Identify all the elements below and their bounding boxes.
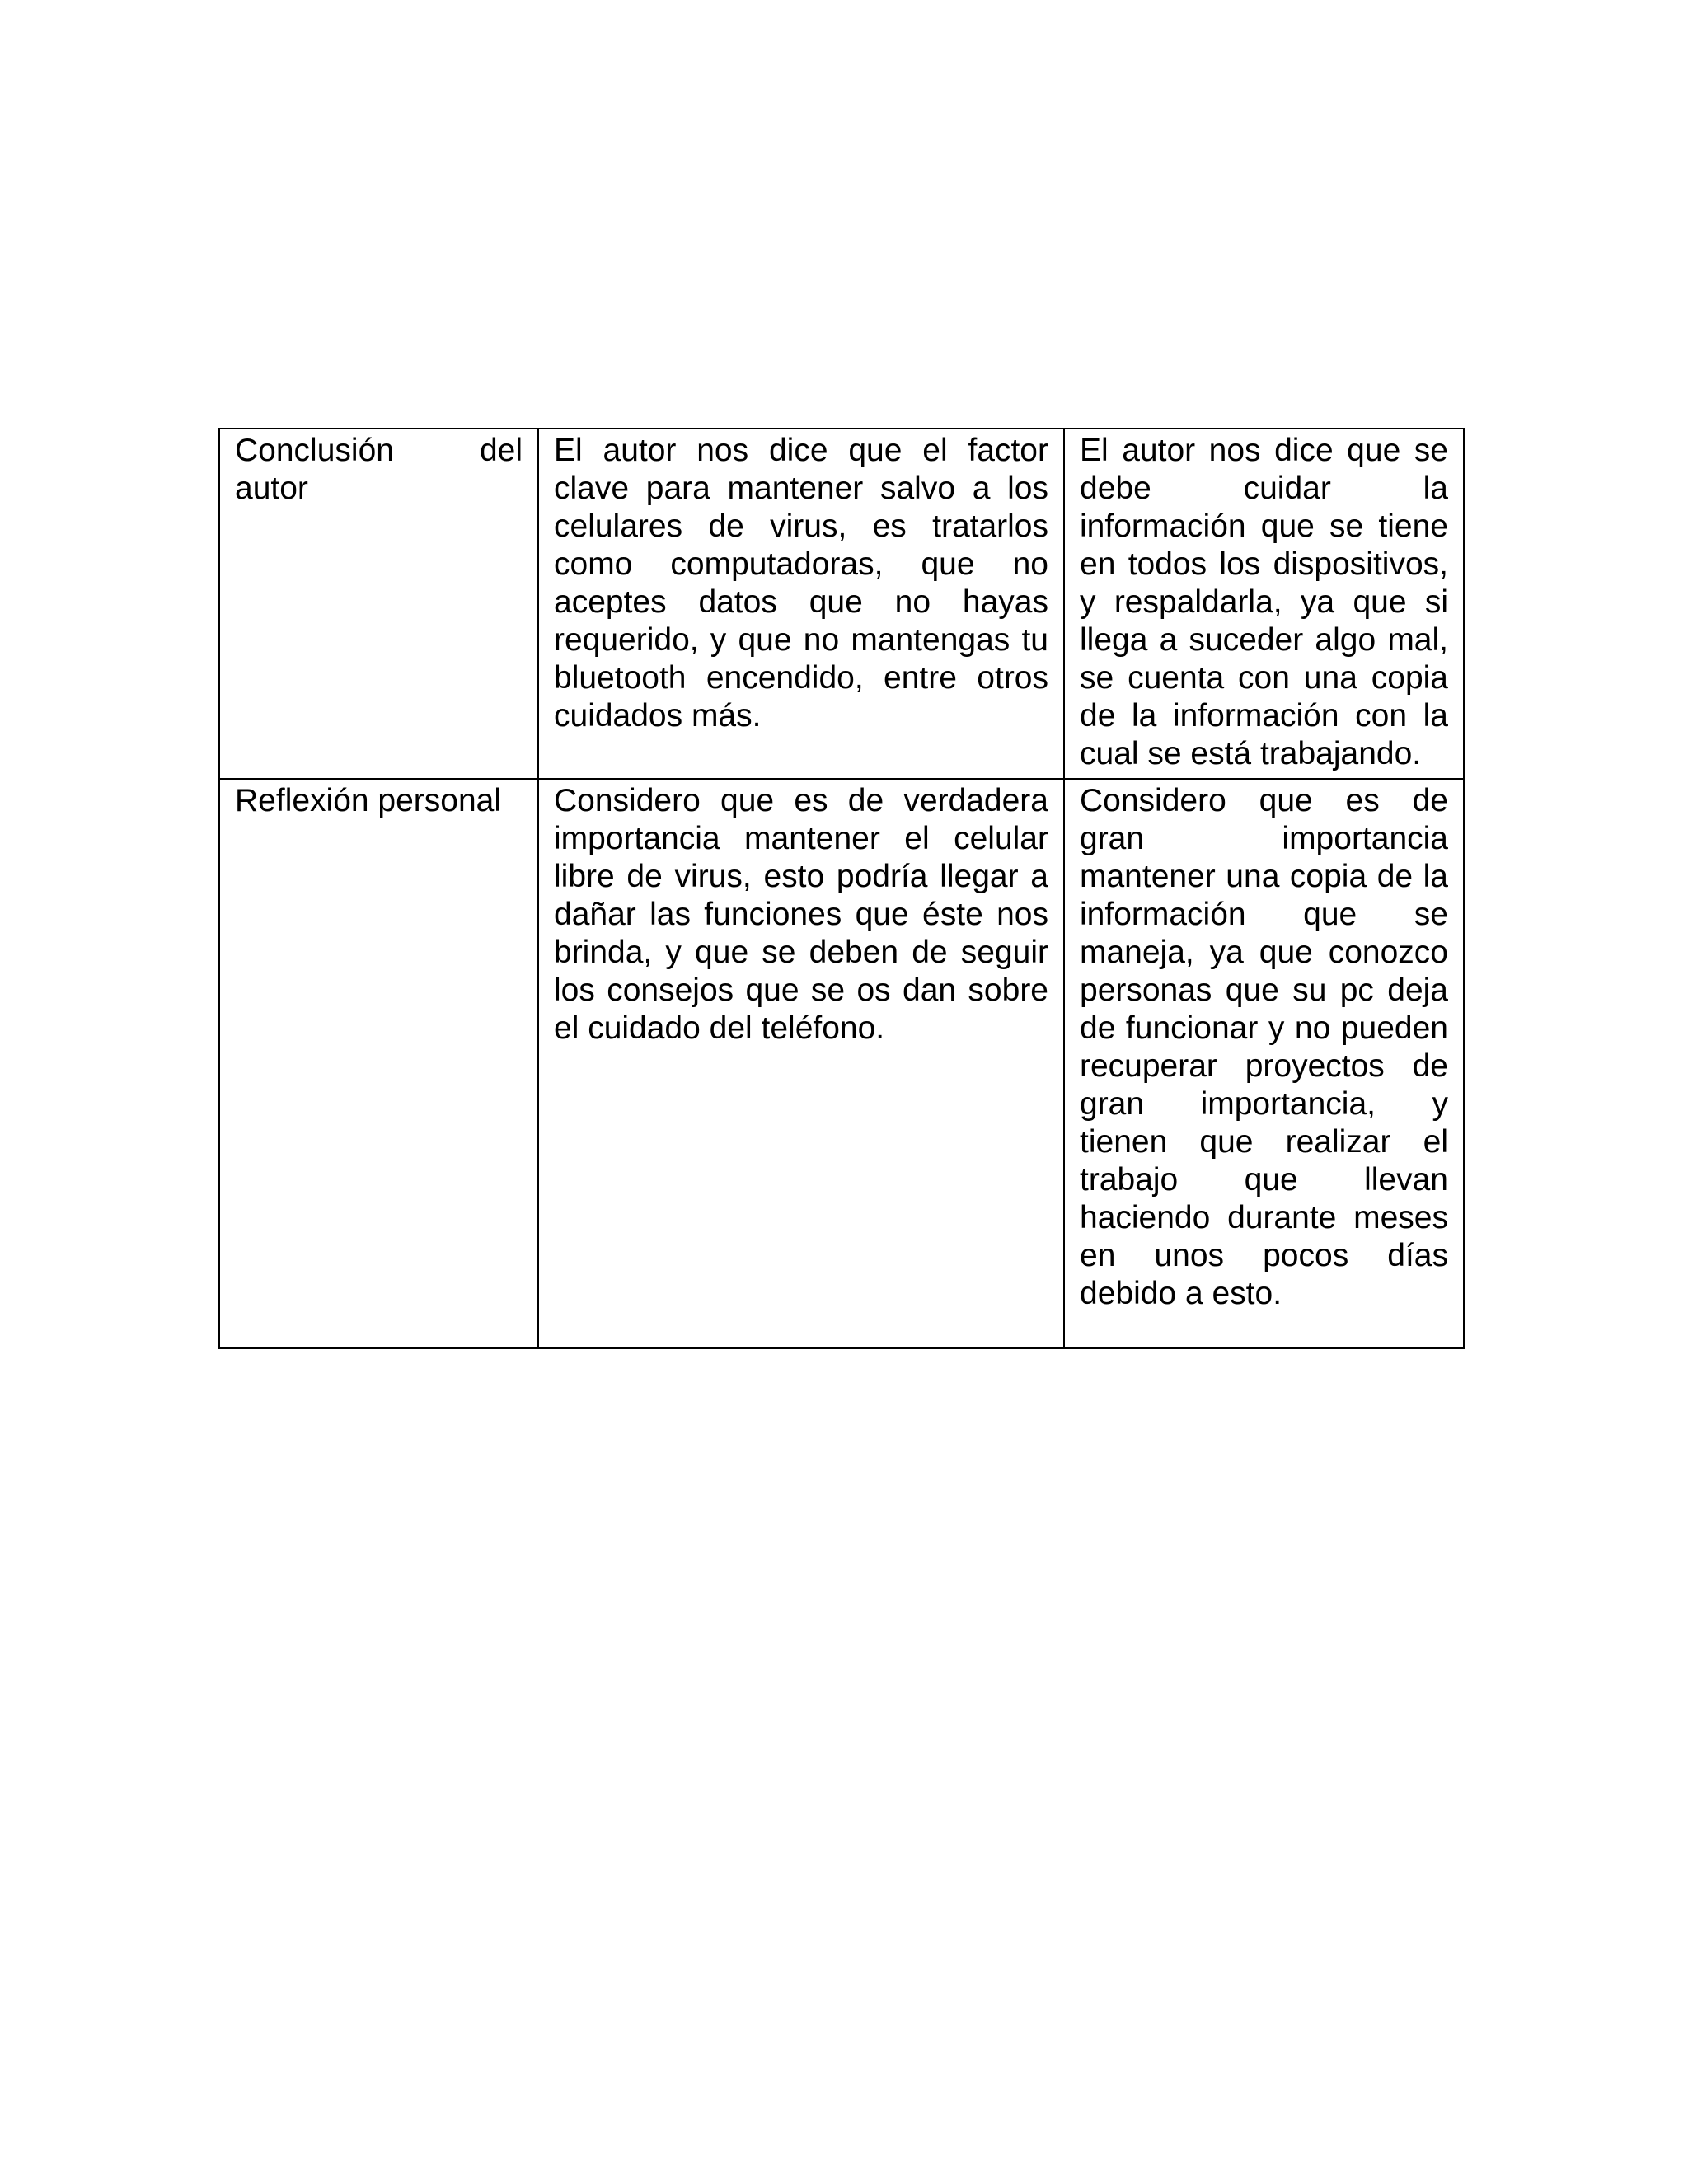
row-label-reflection: Reflexión personal — [219, 779, 538, 1348]
table-row — [219, 779, 1464, 1348]
row-label-conclusion: Conclusión del autor — [219, 429, 538, 779]
table-row — [219, 429, 1464, 779]
table-cell: Considero que es de verdadera importancia mantener el celular libre de virus, esto podría llegar a dañar las funciones que éste nos brinda, y que se deben de seguir los consejos que se os dan sobre el cuidado del teléfono. — [538, 779, 1064, 1348]
comparison-table — [218, 428, 1465, 1349]
table-cell: El autor nos dice que se debe cuidar la información que se tiene en todos los dispositivos, y respaldarla, ya que si llega a suceder algo mal, se cuenta con una copia de la información con la cual se está trabajando. — [1064, 429, 1464, 779]
table-cell: El autor nos dice que el factor clave para mantener salvo a los celulares de virus, es tratarlos como computadoras, que no aceptes datos que no hayas requerido, y que no mantengas tu bluetooth encendido, entre otros cuidados más. — [538, 429, 1064, 779]
table-cell: Considero que es de gran importancia mantener una copia de la información que se maneja, ya que conozco personas que su pc deja de funcionar y no pueden recuperar proyectos de gran importancia, y tienen que realizar el trabajo que llevan haciendo durante meses en unos pocos días debido a esto. — [1064, 779, 1464, 1348]
